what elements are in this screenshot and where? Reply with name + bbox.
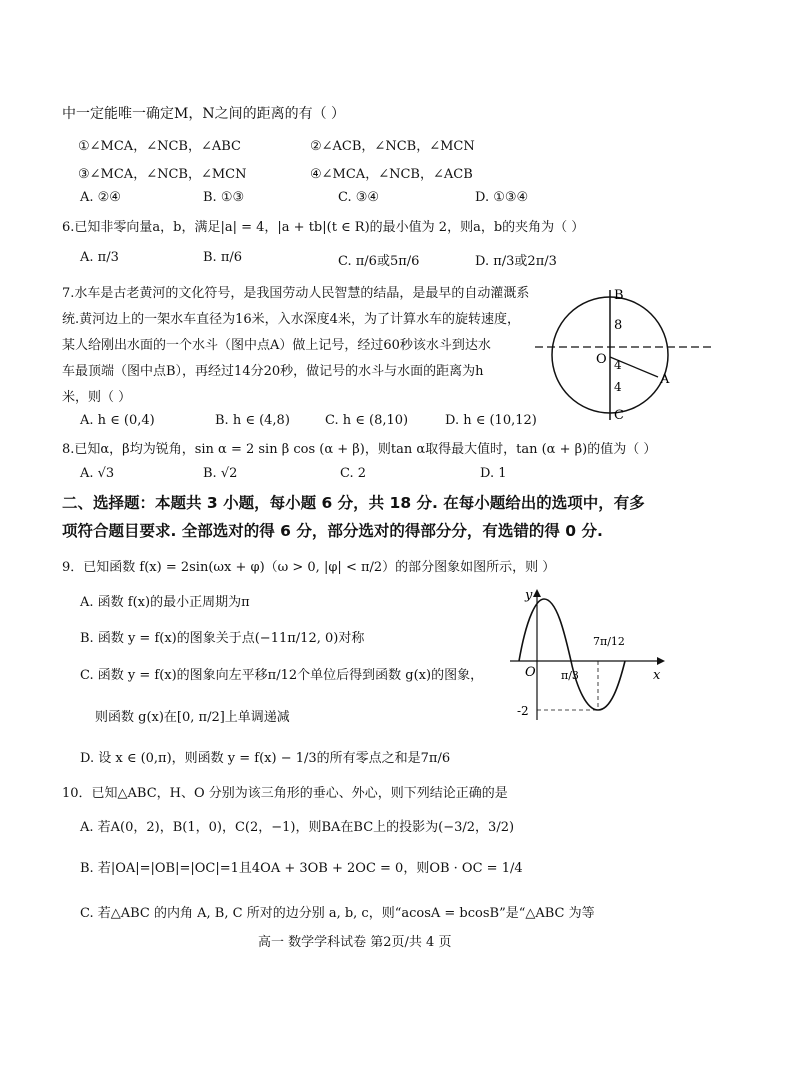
q7-line-3: 某人给刚出水面的一个水斗（图中点A）做上记号，经过60秒该水斗到达水 [62,338,491,353]
x-axis-arrow [657,657,665,665]
q5-choice-3: ③∠MCA，∠NCB，∠MCN [78,167,247,182]
label-a: A [660,372,670,387]
label-y: y [525,588,533,603]
section2-line-1: 二、选择题：本题共 3 小题，每小题 6 分，共 18 分. 在每小题给出的选项中，有多 [62,494,645,512]
sine-curve [519,599,625,710]
label-4-top: 4 [614,358,622,372]
q7-option-a: A. h ∈ (0,4) [80,413,155,428]
q5-stem-tail: 中一定能唯一确定M，N之间的距离的有（ ） [62,106,346,122]
q6-stem: 6.已知非零向量a，b，满足|a| = 4，|a + tb|(t ∈ R)的最小值为 2，则a，b的夹角为（ ） [62,220,585,235]
q5-option-b: B. ①③ [203,190,245,205]
q6-option-b: B. π/6 [203,250,243,265]
q7-option-d: D. h ∈ (10,12) [445,413,537,428]
q6-option-a: A. π/3 [80,250,119,265]
q8-option-b: B. √2 [203,466,238,481]
label-c: C [614,408,624,423]
q10-option-a: A. 若A(0，2)，B(1，0)，C(2，−1)，则BA在BC上的投影为(−3/2，3/2) [80,820,515,835]
q7-line-2: 统.黄河边上的一架水车直径为16米，入水深度4米，为了计算水车的旋转速度， [62,312,520,327]
q6-option-c: C. π/6或5π/6 [338,254,420,269]
label-4-bottom: 4 [614,380,622,394]
q9-option-d: D. 设 x ∈ (0,π)，则函数 y = f(x) − 1/3的所有零点之和是7π/6 [80,751,451,766]
q10-option-c: C. 若△ABC 的内角 A, B, C 所对的边分别 a, b, c，则“acosA = bcosB”是“△ABC 为等 [80,906,595,921]
q7-line-4: 车最顶端（图中点B），再经过14分20秒，做记号的水斗与水面的距离为h [62,364,484,379]
q6-option-d: D. π/3或2π/3 [475,254,557,269]
section2-line-2: 项符合题目要求. 全部选对的得 6 分，部分选对的得部分分，有选错的得 0 分. [62,522,603,540]
y-axis-arrow [533,589,541,597]
q7-option-c: C. h ∈ (8,10) [325,413,409,428]
q7-line-5: 米，则（ ） [62,390,132,405]
q5-option-d: D. ①③④ [475,190,529,205]
q8-option-d: D. 1 [480,466,507,481]
q8-option-c: C. 2 [340,466,367,481]
q5-choice-4: ④∠MCA，∠NCB，∠ACB [310,167,473,182]
label-7pi-12: 7π/12 [593,635,625,648]
q8-stem: 8.已知α，β均为锐角，sin α = 2 sin β cos (α + β)，则tan α取得最大值时，tan (α + β)的值为（ ） [62,442,657,457]
page-footer: 高一 数学学科试卷 第2页/共 4 页 [258,935,452,950]
q8-option-a: A. √3 [80,466,115,481]
q7-option-b: B. h ∈ (4,8) [215,413,290,428]
q9-option-a: A. 函数 f(x)的最小正周期为π [80,595,250,610]
q7-line-1: 7.水车是古老黄河的文化符号，是我国劳动人民智慧的结晶，是最早的自动灌溉系 [62,286,530,301]
label-o: O [596,352,607,367]
label-minus-2: -2 [517,704,529,718]
q9-option-c: C. 函数 y = f(x)的图象向左平移π/12个单位后得到函数 g(x)的图象， [80,668,484,683]
q10-option-b: B. 若|OA|=|OB|=|OC|=1且4OA + 3OB + 2OC = 0，则OB · OC = 1/4 [80,861,523,876]
q10-stem: 10．已知△ABC，H、O 分别为该三角形的垂心、外心，则下列结论正确的是 [62,786,508,801]
q5-option-a: A. ②④ [80,190,121,205]
q9-option-b: B. 函数 y = f(x)的图象关于点(−11π/12, 0)对称 [80,631,365,646]
waterwheel-figure [530,285,720,425]
label-8: 8 [614,318,623,333]
sine-graph-figure [505,585,670,725]
q5-choice-1: ①∠MCA，∠NCB，∠ABC [78,139,241,154]
label-b: B [614,288,624,303]
label-x: x [653,668,661,683]
q5-choice-2: ②∠ACB，∠NCB，∠MCN [310,139,475,154]
q9-option-c-cont: 则函数 g(x)在[0, π/2]上单调递减 [95,710,290,725]
label-pi-3: π/3 [561,669,579,682]
q9-stem: 9．已知函数 f(x) = 2sin(ωx + φ)（ω > 0, |φ| < π/2）的部分图象如图所示，则 ） [62,560,556,575]
q5-option-c: C. ③④ [338,190,380,205]
label-origin: O [525,665,536,680]
